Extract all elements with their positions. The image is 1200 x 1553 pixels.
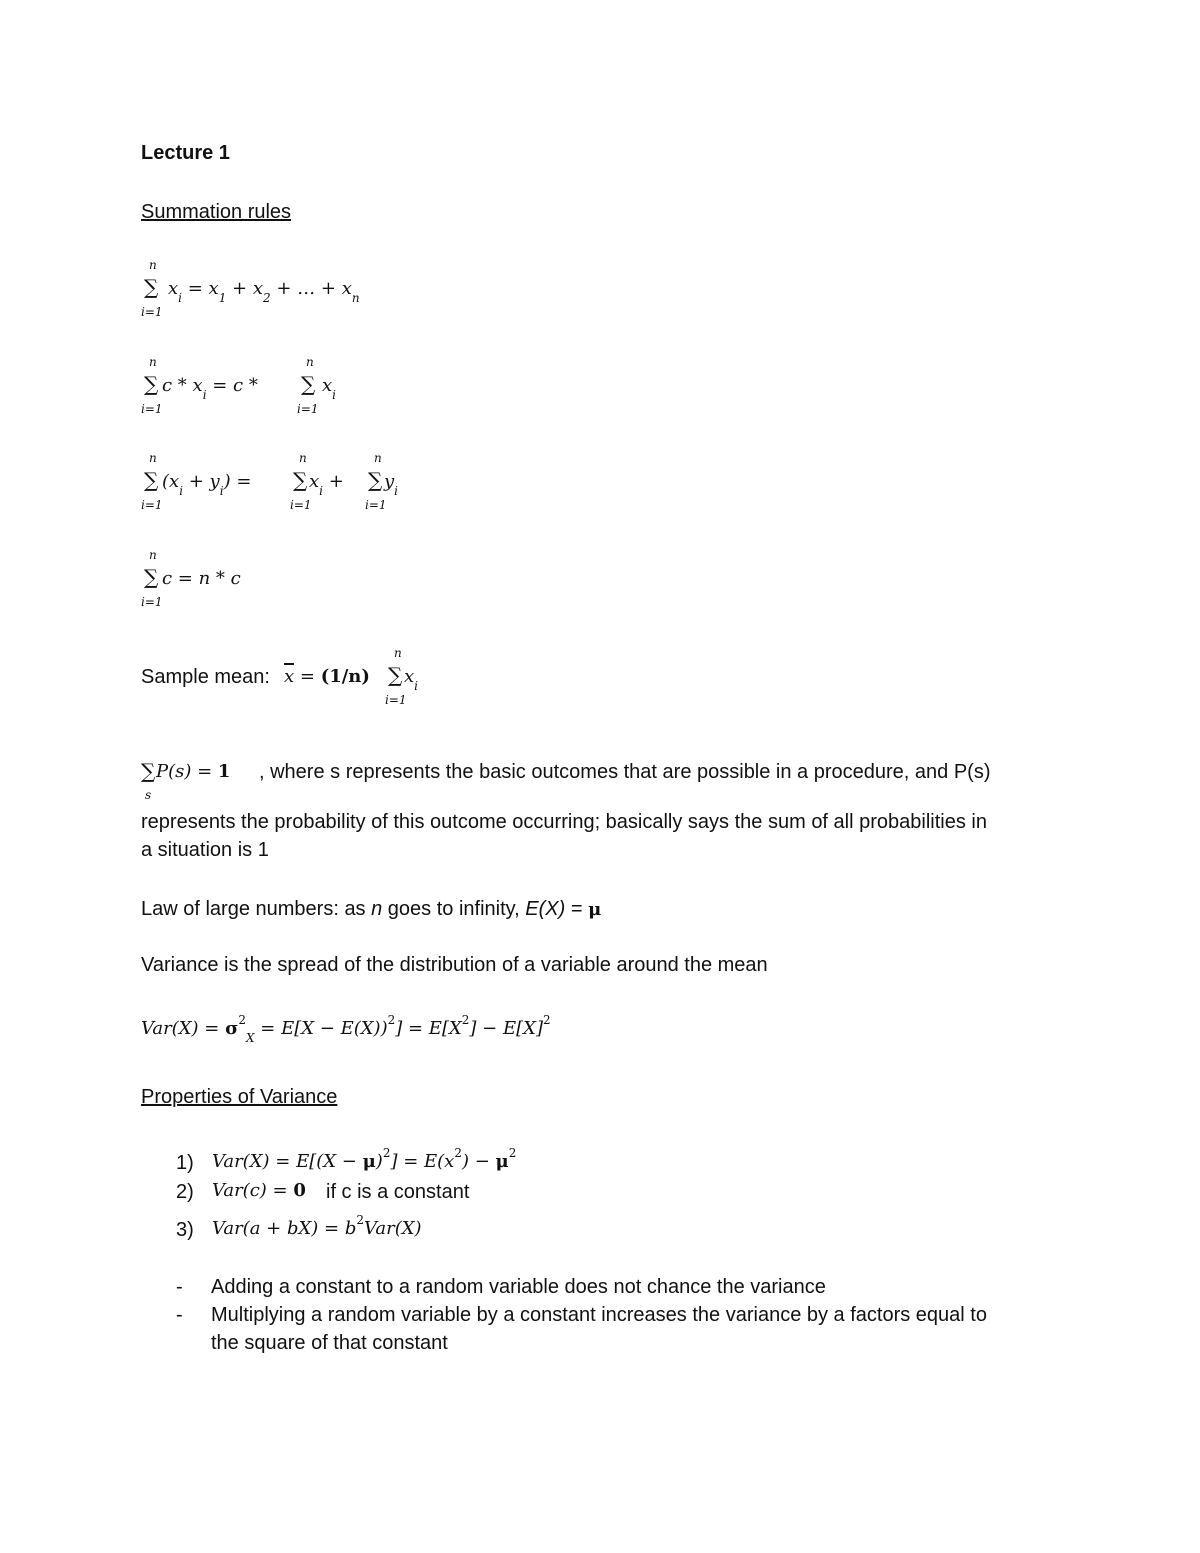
equation-expression: $x_i = x_1 + x_2$ + … + $x_n$	[168, 278, 360, 305]
bullet-dash: -	[176, 1304, 183, 1326]
lower-limit: i=1	[141, 402, 163, 416]
property-2: Var(c) = 0	[212, 1180, 306, 1201]
upper-limit: n	[149, 451, 157, 465]
list-number: 2)	[176, 1181, 194, 1203]
upper-limit: n	[149, 548, 157, 562]
lower-limit: i=1	[290, 498, 312, 512]
property-2-text: if c is a constant	[326, 1181, 470, 1203]
bullet-item: Adding a constant to a random variable does not chance the variance	[211, 1276, 826, 1298]
upper-limit: n	[374, 451, 382, 465]
sample-mean-label: Sample mean:	[141, 666, 270, 688]
lower-limit: i=1	[365, 498, 387, 512]
lower-limit: i=1	[141, 305, 163, 319]
lower-limit: i=1	[385, 693, 407, 707]
sigma-symbol: ∑	[301, 372, 316, 396]
page-title: Lecture 1	[141, 142, 230, 164]
variance-definition: Variance is the spread of the distribution of a variable around the mean	[141, 954, 768, 976]
equation-expression: $(x_i + y_i)$ =	[162, 471, 252, 498]
variance-formula: $Var(X) = \sigma^2_X = E[X - E(X))^2] = E[X^2] - E[X]^2$	[141, 1013, 551, 1045]
probability-expression: P(s) = 1	[156, 761, 231, 782]
lower-limit: s	[145, 788, 152, 802]
property-3: $Var(a + bX) = b^2Var(X)$	[212, 1213, 422, 1239]
lower-limit: i=1	[297, 402, 319, 416]
list-number: 1)	[176, 1152, 194, 1174]
equation-term: $x_i$	[322, 375, 336, 402]
property-1: $Var(X) = E[(X - \mu)^2] = E(x^2) - \mu^2$	[212, 1146, 517, 1172]
upper-limit: n	[394, 646, 402, 660]
equation-term: $y_i$	[384, 471, 399, 498]
bullet-item: Multiplying a random variable by a constant increases the variance by a factors equal to	[211, 1304, 987, 1326]
bullet-dash: -	[176, 1276, 183, 1298]
upper-limit: n	[149, 258, 157, 272]
equation-term: $x_i$ +	[309, 471, 344, 498]
sigma-symbol: ∑	[141, 759, 156, 783]
list-number: 3)	[176, 1219, 194, 1241]
sigma-symbol: ∑	[388, 663, 403, 687]
sigma-symbol: ∑	[293, 468, 308, 492]
sigma-symbol: ∑	[144, 468, 159, 492]
sigma-symbol: ∑	[144, 372, 159, 396]
properties-heading: Properties of Variance	[141, 1086, 338, 1108]
sigma-symbol: ∑	[144, 275, 159, 299]
upper-limit: n	[306, 355, 314, 369]
bullet-item-continued: the square of that constant	[211, 1332, 448, 1354]
law-of-large-numbers: Law of large numbers: as n goes to infinity, E(X) = μ	[141, 898, 602, 920]
sigma-symbol: ∑	[144, 565, 159, 589]
lower-limit: i=1	[141, 595, 163, 609]
equation-expression: $c * x_i = c$ *	[162, 375, 258, 402]
lower-limit: i=1	[141, 498, 163, 512]
upper-limit: n	[149, 355, 157, 369]
sigma-symbol: ∑	[368, 468, 383, 492]
probability-text-line-3: a situation is 1	[141, 839, 269, 861]
upper-limit: n	[299, 451, 307, 465]
sample-mean-term: $x_i$	[404, 666, 418, 693]
equation-expression: c = n * c	[162, 568, 241, 589]
probability-text: , where s represents the basic outcomes that are possible in a procedure, and P(s)	[259, 761, 991, 783]
probability-text-line-2: represents the probability of this outcome occurring; basically says the sum of all probabilities in	[141, 811, 987, 833]
summation-rules-heading: Summation rules	[141, 201, 292, 223]
sample-mean-expression: x = (1/n)	[284, 666, 370, 687]
